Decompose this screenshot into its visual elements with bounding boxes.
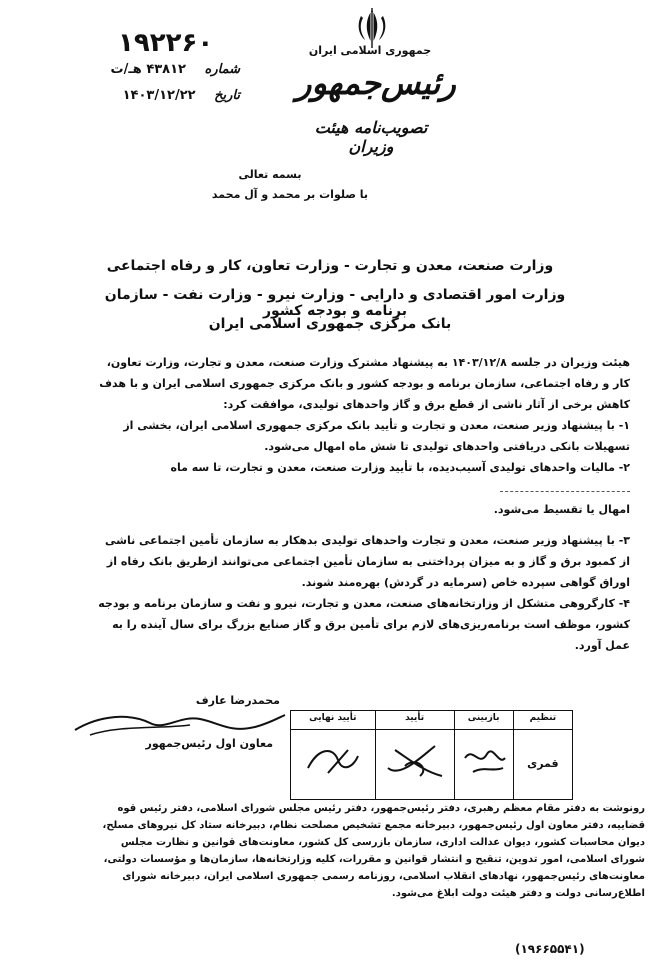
addressee-line-2: وزارت امور اقتصادی و دارایی - وزارت نیرو - وزارت نفت - سازمان برنامه و بودجه کشور	[104, 287, 566, 319]
item-2-line-1: ۲- مالیات واحدهای تولیدی آسیب‌دیده، با تأیید وزارت صنعت، معدن و تجارت، تا سه ماه	[95, 457, 630, 499]
date-label: تاریخ	[214, 88, 240, 103]
number-label: شماره	[204, 62, 240, 77]
date-value: ۱۴۰۳/۱۲/۲۲	[122, 88, 196, 103]
signer-name: محمدرضا عارف	[195, 694, 280, 707]
salawat: با صلوات بر محمد و آل محمد	[211, 188, 369, 201]
final-approval-signature	[291, 729, 376, 799]
approval-table-signatures	[291, 729, 573, 799]
col-approval: تأیید	[375, 711, 454, 730]
page-title: رئیس‌جمهور	[296, 64, 456, 102]
approval-table	[290, 710, 573, 800]
review-signature	[454, 729, 513, 799]
draft-note: قمری	[527, 756, 559, 770]
number-row	[40, 62, 240, 77]
item-1: ۱- با پیشنهاد وزیر صنعت، معدن و تجارت و تأیید بانک مرکزی جمهوری اسلامی ایران، بخشی از تسهیلات بانکی دریافتی واحدهای تولیدی تا شش ماه امهال می‌شود.	[123, 419, 630, 453]
addressee-line-1: وزارت صنعت، معدن و تجارت - وزارت تعاون، کار و رفاه اجتماعی	[106, 258, 554, 274]
basmala: بسمه تعالی	[238, 168, 302, 181]
number-value: ۴۳۸۱۲ هـ/ت	[110, 62, 186, 77]
distribution-list: رونوشت به دفتر مقام معظم رهبری، دفتر رئیس‌جمهور، دفتر رئیس مجلس شورای اسلامی، دفتر رئیس قوه قضاییه، دفتر معاون اول رئیس‌جمهور، دبیرخانه مجمع تشخیص مصلحت نظام، دبیرخانه ستاد کل نیروهای مسلح، دیوان محاسبات کشور، دیوان عدالت اداری، سازمان بازرسی کل کشور، معاونت‌های قوانین و نظارت مجلس شورای اسلامی، امور تدوین، تنقیح و انتشار قوانین و مقررات، کلیه وزارتخانه‌ها، سازمان‌ها و مؤسسات دولتی، معاونت‌های رئیس‌جمهور، نهادهای انقلاب اسلامی، روزنامه رسمی جمهوری اسلامی ایران، دبیرخانه شورای اطلاع‌رسانی دولت و دفتر هیئت دولت ابلاغ می‌شود.	[102, 803, 645, 899]
date-row	[40, 88, 240, 103]
dashed-underline	[500, 483, 630, 492]
signer-title: معاون اول رئیس‌جمهور	[145, 737, 273, 750]
republic-label: جمهوری اسلامی ایران	[308, 44, 432, 57]
footer-code: (۱۹۶۶۵۵۴۱)	[515, 942, 585, 956]
item-2-line-2: امهال یا تقسیط می‌شود.	[493, 503, 630, 516]
col-final-approval: تأیید نهایی	[291, 711, 376, 730]
item-4: ۴- کارگروهی متشکل از وزارتخانه‌های صنعت، معدن و تجارت، نیرو و نفت و سازمان برنامه و بودجه کشور، موظف است برنامه‌ریزی‌های لازم برای تأمین برق و گاز صنایع بزرگ برای سال آینده را به عمل آورد.	[98, 597, 630, 652]
col-draft: تنظیم	[513, 711, 572, 730]
draft-signature	[513, 729, 572, 799]
page-subtitle: تصویب‌نامه هیئت وزیران	[314, 118, 428, 156]
approval-table-header	[291, 711, 573, 730]
approval-signature	[375, 729, 454, 799]
item-3: ۳- با پیشنهاد وزیر صنعت، معدن و تجارت واحدهای تولیدی بدهکار به سازمان تأمین اجتماعی ناشی از کمبود برق و گاز و به میزان پرداختنی به سازمان تأمین اجتماعی می‌توانند ازطریق بانک رفاه از اوراق گواهی سپرده خاص (سرمایه در گردش) بهره‌مند شوند.	[105, 534, 630, 589]
intro-paragraph: هیئت وزیران در جلسه ۱۴۰۳/۱۲/۸ به پیشنهاد مشترک وزارت صنعت، معدن و تجارت، وزارت تعاون، کار و رفاه اجتماعی، سازمان برنامه و بودجه کشور و بانک مرکزی جمهوری اسلامی ایران و با هدف کاهش برخی از آثار ناشی از قطع برق و گاز واحدهای تولیدی، موافقت کرد:	[99, 356, 630, 411]
col-review: بازبینی	[454, 711, 513, 730]
decree-body	[95, 352, 630, 656]
addressee-line-3: بانک مرکزی جمهوری اسلامی ایران	[208, 316, 452, 332]
registration-number: ۱۹۲۲۶۰	[118, 28, 214, 58]
